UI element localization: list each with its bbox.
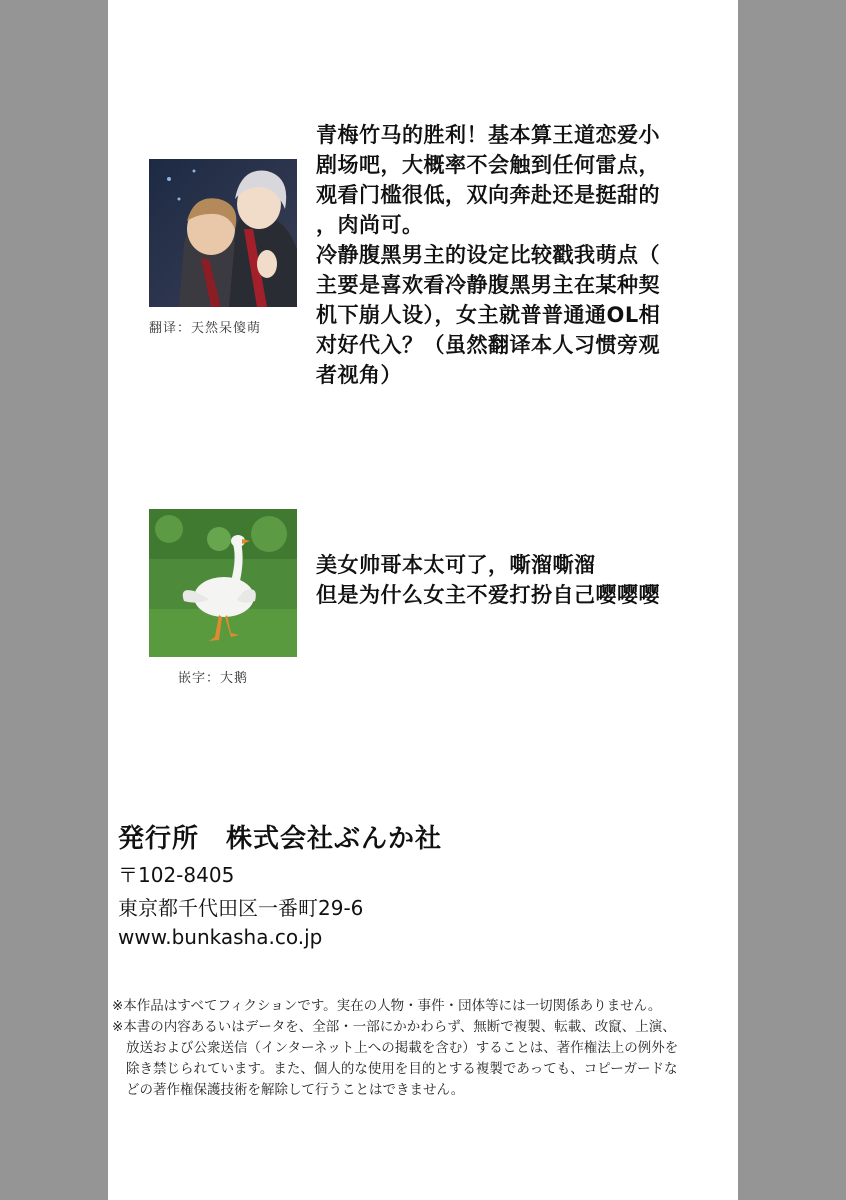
note-line: 主要是喜欢看冷静腹黑男主在某种契 xyxy=(316,273,660,297)
note-line: 观看门槛很低，双向奔赴还是挺甜的 xyxy=(316,183,660,207)
note-line: 对好代入？（虽然翻译本人习惯旁观 xyxy=(316,333,660,357)
note-line: 青梅竹马的胜利！基本算王道恋爱小 xyxy=(316,123,660,147)
note-line: 机下崩人设），女主就普普通通OL相 xyxy=(316,303,661,327)
typesetter-note xyxy=(316,550,660,610)
note-line: ，肉尚可。 xyxy=(316,213,424,237)
typesetter-caption: 嵌字：大鹅 xyxy=(178,671,249,686)
note-line: 美女帅哥本太可了，嘶溜嘶溜 xyxy=(316,553,596,577)
publisher-name: 発行所 株式会社ぶんか社 xyxy=(118,824,443,854)
disclaimer-line: ※本書の内容あるいはデータを、全部・一部にかかわらず、無断で複製、転載、改竄、上演、 xyxy=(112,1019,676,1035)
legal-disclaimer xyxy=(112,996,732,1101)
typesetter-avatar xyxy=(149,509,297,657)
anime-couple-illustration xyxy=(149,159,297,307)
website-url: www.bunkasha.co.jp xyxy=(118,925,323,949)
address: 東京都千代田区一番町29-6 xyxy=(118,896,364,920)
note-line: 但是为什么女主不爱打扮自己嘤嘤嘤 xyxy=(316,583,660,607)
disclaimer-line: 除き禁じられています。また、個人的な使用を目的とする複製であっても、コピーガードな xyxy=(126,1061,678,1077)
postal-code: 〒102-8405 xyxy=(118,863,235,887)
note-line: 冷静腹黑男主的设定比较戳我萌点（ xyxy=(316,243,660,267)
disclaimer-line: どの著作権保護技術を解除して行うことはできません。 xyxy=(126,1082,465,1098)
translator-avatar xyxy=(149,159,297,307)
goose-photo xyxy=(149,509,297,657)
note-line: 者视角） xyxy=(316,363,402,387)
translator-note xyxy=(316,120,660,390)
publisher-info xyxy=(118,818,442,949)
disclaimer-line: 放送および公衆送信（インターネット上への掲載を含む）することは、著作権法上の例外を xyxy=(126,1040,679,1056)
note-line: 剧场吧，大概率不会触到任何雷点， xyxy=(316,153,660,177)
disclaimer-line: ※本作品はすべてフィクションです。実在の人物・事件・団体等には一切関係ありません。 xyxy=(112,998,662,1014)
translator-caption: 翻译：天然呆傻萌 xyxy=(149,321,262,336)
